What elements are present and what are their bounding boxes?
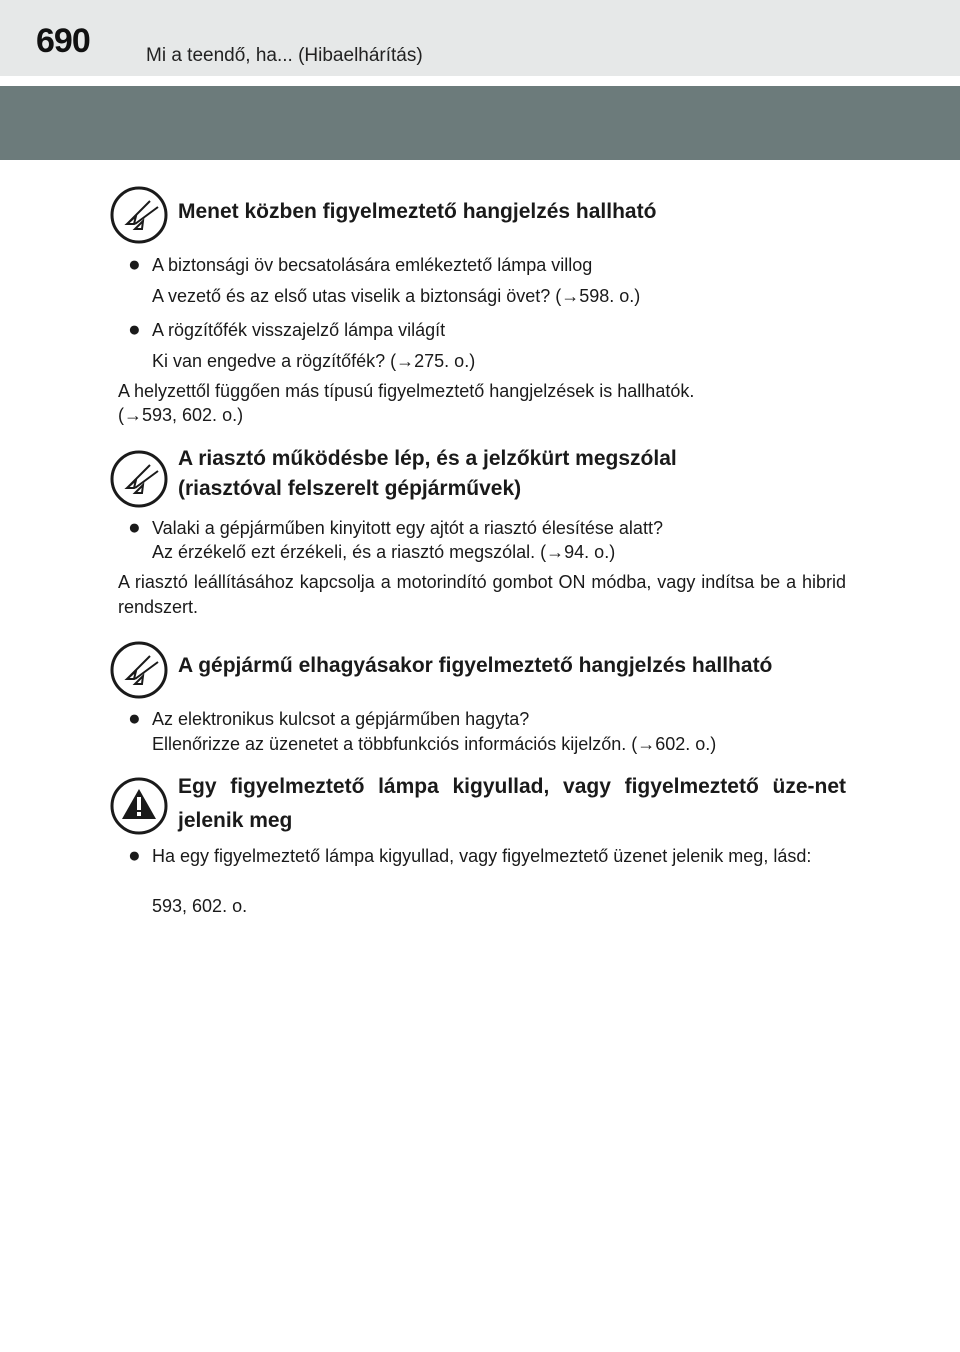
bullet-icon: ● bbox=[128, 844, 141, 867]
bullet-text: Valaki a gépjárműben kinyitott egy ajtót a riasztó élesítése alatt? bbox=[152, 518, 663, 538]
warning-sound-icon bbox=[110, 186, 168, 244]
section-band bbox=[0, 86, 960, 160]
chapter-title: Mi a teendő, ha... (Hibaelhárítás) bbox=[146, 45, 423, 66]
bullet-text: 593, 602. o. bbox=[152, 896, 248, 916]
bullet-text: Az érzékelő ezt érzékeli, és a riasztó megszólal. (→94. o.) bbox=[152, 542, 616, 562]
section-heading: Menet közben figyelmeztető hangjelzés hallható bbox=[178, 200, 657, 223]
header-band bbox=[0, 0, 960, 76]
bullet-title: A biztonsági öv becsatolására emlékeztető lámpa villog bbox=[152, 255, 593, 275]
section-heading: A gépjármű elhagyásakor figyelmeztető hangjelzés hallható bbox=[178, 654, 773, 677]
bullet-text: Ki van engedve a rögzítőfék? (→275. o.) bbox=[152, 351, 476, 371]
bullet-title: A rögzítőfék visszajelző lámpa világít bbox=[152, 320, 446, 340]
warning-sound-icon bbox=[110, 450, 168, 508]
warning-sound-icon bbox=[110, 641, 168, 699]
bullet-text: Az elektronikus kulcsot a gépjárműben hagyta? bbox=[152, 709, 530, 729]
section-note: A helyzettől függően más típusú figyelmeztető hangjelzések is hallhatók. bbox=[118, 381, 695, 401]
bullet-text: Ha egy figyelmeztető lámpa kigyullad, vagy figyelmeztető üzenet jelenik meg, lásd: bbox=[152, 846, 812, 866]
bullet-icon: ● bbox=[128, 707, 141, 730]
bullet-icon: ● bbox=[128, 318, 141, 341]
section-note: (→593, 602. o.) bbox=[118, 405, 244, 425]
section-heading: Egy figyelmeztető lámpa kigyullad, vagy figyelmeztető üze-net jelenik meg bbox=[178, 775, 846, 832]
page-number: 690 bbox=[36, 22, 90, 60]
bullet-text: Ellenőrizze az üzenetet a többfunkciós információs kijelzőn. (→602. o.) bbox=[152, 734, 717, 754]
bullet-icon: ● bbox=[128, 253, 141, 276]
exclamation-triangle-icon bbox=[110, 777, 168, 835]
section-heading: A riasztó működésbe lép, és a jelzőkürt megszólal bbox=[178, 447, 677, 470]
bullet-text: A vezető és az első utas viselik a biztonsági övet? (→598. o.) bbox=[152, 286, 641, 306]
section-heading: (riasztóval felszerelt gépjárművek) bbox=[178, 477, 522, 500]
section-note: A riasztó leállításához kapcsolja a motorindító gombot ON módba, vagy indítsa be a hibrid rendszert. bbox=[118, 572, 846, 617]
bullet-icon: ● bbox=[128, 516, 141, 539]
